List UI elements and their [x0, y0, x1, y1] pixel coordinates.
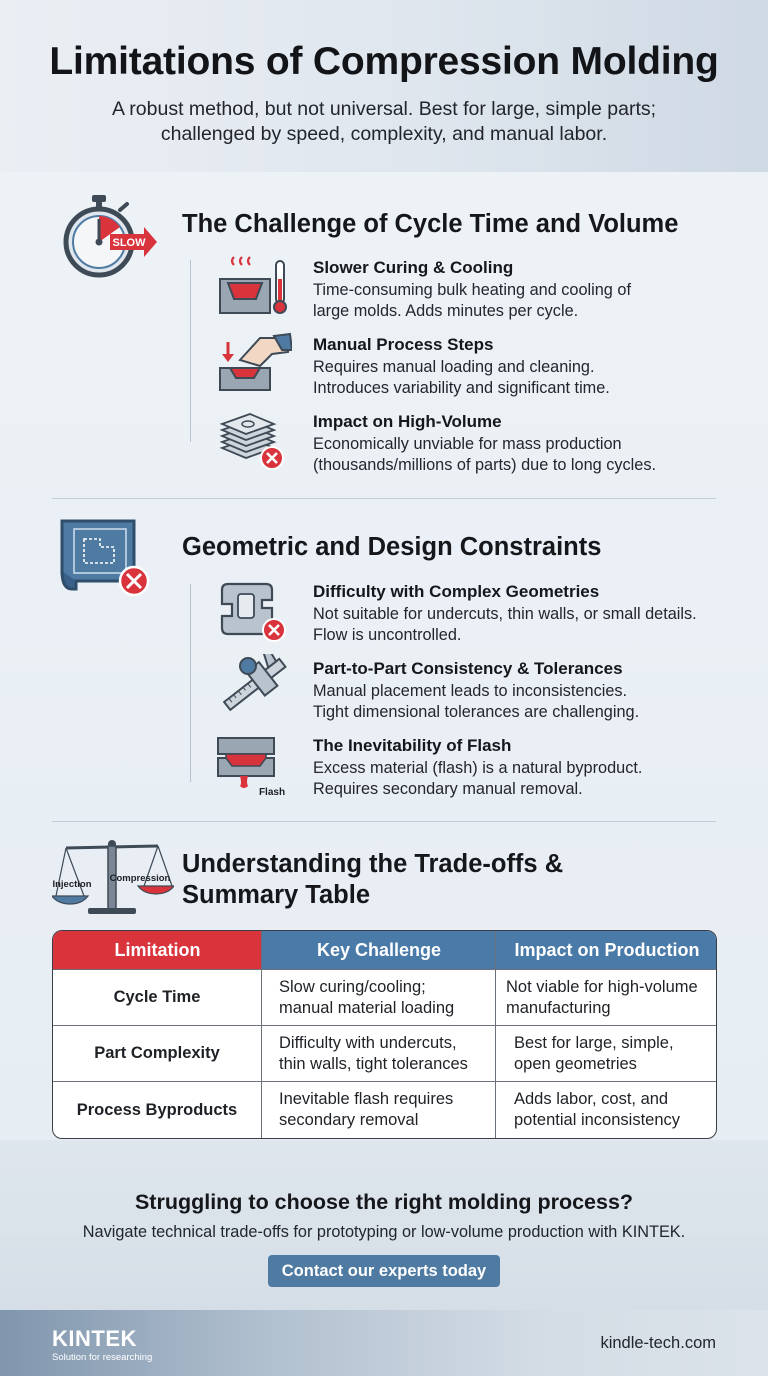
- item-title: Impact on High-Volume: [313, 412, 502, 431]
- table-cell: Inevitable flash requires secondary removal: [279, 1090, 454, 1129]
- contact-experts-button[interactable]: Contact our experts today: [268, 1255, 500, 1287]
- page-subtitle: A robust method, but not universal. Best for large, simple parts; challenged by speed, complexity, and manual labor.: [111, 98, 657, 145]
- site-link[interactable]: kindle-tech.com: [600, 1334, 716, 1352]
- table-column-divider: [261, 931, 262, 1138]
- slow-label: SLOW: [112, 237, 146, 249]
- footer: [0, 1310, 768, 1376]
- section-title-tradeoffs: Understanding the Trade-offs & Summary Table: [182, 850, 564, 909]
- section-line: [190, 584, 191, 782]
- item-desc: Not suitable for undercuts, thin walls, or small details. Flow is uncontrolled.: [313, 605, 697, 644]
- balance-scale-icon: [52, 838, 174, 918]
- section-title-cycle-time: The Challenge of Cycle Time and Volume: [182, 210, 679, 238]
- section-line: [190, 260, 191, 442]
- table-header-impact: Impact on Production: [496, 931, 717, 969]
- flash-label: Flash: [258, 787, 286, 798]
- brand-logo[interactable]: KINTEK: [52, 1326, 137, 1351]
- scale-label-compression: Compression: [109, 873, 171, 884]
- section-title-geometric: Geometric and Design Constraints: [182, 533, 602, 561]
- money-stack-denied-icon: [216, 408, 292, 470]
- section-divider: [52, 821, 716, 822]
- section-divider: [52, 498, 716, 499]
- table-cell: Cycle Time: [113, 988, 201, 1006]
- table-cell: Difficulty with undercuts, thin walls, tight tolerances: [279, 1033, 468, 1073]
- cta-text: Navigate technical trade-offs for prototyping or low-volume production with KINTEK.: [82, 1223, 686, 1241]
- table-header-limitation: Limitation: [53, 931, 262, 969]
- item-title: Part-to-Part Consistency & Tolerances: [313, 659, 623, 678]
- complex-part-denied-icon: [216, 580, 292, 642]
- cta-title: Struggling to choose the right molding process?: [134, 1190, 634, 1214]
- item-title: Manual Process Steps: [313, 335, 494, 354]
- heated-mold-thermometer-icon: [216, 255, 292, 317]
- item-title: Difficulty with Complex Geometries: [313, 582, 600, 601]
- item-desc: Time-consuming bulk heating and cooling of large molds. Adds minutes per cycle.: [313, 281, 631, 320]
- cta-section: [0, 1140, 768, 1310]
- blueprint-denied-icon: [54, 515, 154, 601]
- table-cell: Adds labor, cost, and potential inconsistency: [514, 1090, 681, 1129]
- item-desc: Economically unviable for mass production (thousands/millions of parts) due to long cycles.: [313, 435, 656, 474]
- table-cell: Slow curing/cooling; manual material loading: [279, 977, 455, 1017]
- caliper-icon: [216, 654, 292, 716]
- page-title: Limitations of Compression Molding: [49, 40, 719, 83]
- table-cell: Process Byproducts: [76, 1100, 238, 1119]
- table-cell: Not viable for high-volume manufacturing: [506, 977, 698, 1017]
- scale-label-injection: Injection: [52, 879, 92, 890]
- table-cell: Part Complexity: [94, 1044, 220, 1062]
- item-desc: Excess material (flash) is a natural byproduct. Requires secondary manual removal.: [313, 759, 643, 798]
- manual-loading-hand-icon: [216, 332, 292, 394]
- item-desc: Manual placement leads to inconsistencies. Tight dimensional tolerances are challenging.: [313, 682, 640, 721]
- item-title: Slower Curing & Cooling: [313, 258, 514, 277]
- stopwatch-slow-icon: [58, 192, 160, 280]
- mold-flash-icon: [216, 734, 292, 798]
- item-desc: Requires manual loading and cleaning. Introduces variability and significant time.: [313, 358, 610, 397]
- item-title: The Inevitability of Flash: [313, 736, 512, 755]
- summary-table: [52, 930, 717, 1139]
- table-column-divider: [495, 931, 496, 1138]
- brand-tagline: Solution for researching: [52, 1352, 153, 1363]
- table-header-key-challenge: Key Challenge: [262, 931, 496, 969]
- table-cell: Best for large, simple, open geometries: [514, 1033, 674, 1073]
- header: [0, 0, 768, 172]
